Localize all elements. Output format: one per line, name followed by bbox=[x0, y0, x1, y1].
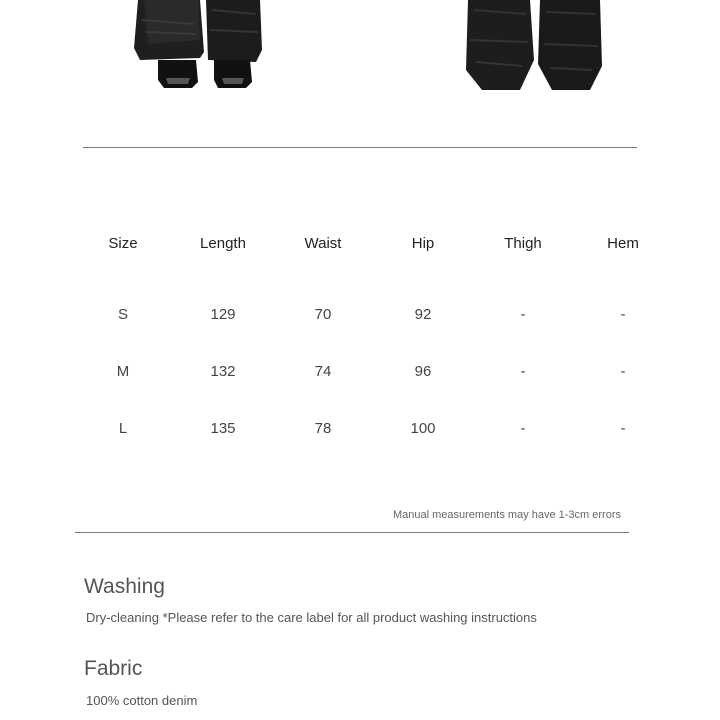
header-size: Size bbox=[108, 234, 138, 252]
cell-hem: - bbox=[620, 420, 626, 437]
cell-hem: - bbox=[620, 363, 626, 380]
washing-text: Dry-cleaning *Please refer to the care label for all product washing instructions bbox=[86, 610, 537, 625]
cell-waist: 74 bbox=[314, 363, 332, 380]
cell-length: 129 bbox=[210, 306, 236, 323]
divider-top bbox=[83, 147, 637, 148]
cell-hip: 96 bbox=[414, 363, 432, 380]
fabric-text: 100% cotton denim bbox=[86, 693, 198, 708]
table-row bbox=[73, 286, 673, 343]
product-photo-front bbox=[128, 0, 268, 96]
fabric-title: Fabric bbox=[84, 657, 143, 680]
cell-thigh: - bbox=[520, 363, 526, 380]
header-hip: Hip bbox=[411, 234, 435, 252]
product-photo-back bbox=[460, 0, 610, 96]
cell-waist: 78 bbox=[314, 420, 332, 437]
cell-hip: 100 bbox=[410, 420, 436, 437]
cell-size: M bbox=[116, 363, 130, 380]
header-thigh: Thigh bbox=[504, 234, 542, 252]
cell-length: 132 bbox=[210, 363, 236, 380]
cell-size: S bbox=[117, 306, 128, 323]
cell-thigh: - bbox=[520, 420, 526, 437]
cell-thigh: - bbox=[520, 306, 526, 323]
header-length: Length bbox=[200, 234, 246, 252]
divider-bottom bbox=[75, 532, 629, 533]
header-waist: Waist bbox=[304, 234, 342, 252]
table-row bbox=[73, 343, 673, 400]
cell-hem: - bbox=[620, 306, 626, 323]
header-hem: Hem bbox=[607, 234, 639, 252]
cell-size: L bbox=[118, 420, 128, 437]
washing-title: Washing bbox=[84, 575, 165, 598]
size-chart-table bbox=[73, 218, 673, 457]
cell-waist: 70 bbox=[314, 306, 332, 323]
measurement-note: Manual measurements may have 1-3cm errors bbox=[392, 509, 621, 521]
cell-length: 135 bbox=[210, 420, 236, 437]
table-row bbox=[73, 400, 673, 457]
cell-hip: 92 bbox=[414, 306, 432, 323]
table-header-row bbox=[73, 218, 673, 268]
